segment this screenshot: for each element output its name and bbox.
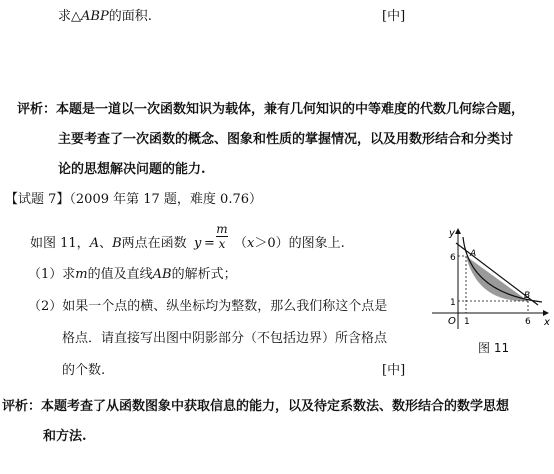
analysis-line: 本题考查了从函数图象中获取信息的能力，以及待定系数法、数形结合的数学思想: [41, 399, 510, 414]
intro-text: 两点在函数: [121, 236, 187, 251]
analysis-line: 本题是一道以一次函数知识为载体，兼有几何知识的中等难度的代数几何综合题，: [56, 102, 525, 117]
question-1: [28, 268, 237, 281]
analysis-line: 和方法.: [43, 429, 87, 444]
domain-condition: [234, 237, 345, 250]
figure-11-graph: [430, 225, 554, 331]
intro-text: 如图 11，: [30, 236, 90, 251]
analysis-label: 评析：: [17, 102, 57, 117]
fraction-m-over-x: [215, 222, 229, 251]
fraction-denominator: x: [218, 237, 226, 251]
function-y: y: [194, 236, 202, 251]
problem-header: [5, 193, 262, 206]
cond-rest: ＞0）: [254, 236, 289, 251]
question-2: [28, 300, 387, 313]
cond-var: x: [247, 236, 255, 251]
analysis-line: 论的思想解决问题的能力.: [58, 162, 206, 177]
point-a-label: A: [470, 249, 477, 259]
equals-sign: =: [204, 236, 215, 251]
origin-label: O: [448, 316, 456, 327]
analysis-paragraph-2: [2, 400, 509, 413]
x-axis-label: x: [544, 317, 550, 328]
q2-line: 的个数.: [62, 363, 106, 378]
q1-var-m: m: [75, 267, 88, 282]
previous-question-line: [58, 10, 152, 23]
figure-caption: 图 11: [478, 341, 510, 355]
question-text-suffix: 的面积.: [108, 9, 152, 24]
q2-line: 格点．请直接写出图中阴影部分（不包括边界）所含格点: [62, 331, 388, 346]
tick-label-x6: 6: [525, 317, 531, 327]
y-axis-label: y: [449, 228, 455, 239]
tick-label-y1: 1: [450, 298, 456, 308]
problem-label: 【试题 7】: [5, 192, 70, 207]
question-number: （1）: [28, 267, 63, 282]
cond-open: （: [234, 236, 248, 251]
point-a-label: A: [89, 236, 100, 251]
problem-info: （2009 年第 17 题，难度 0.76）: [69, 192, 263, 207]
fraction-numerator: m: [216, 222, 228, 236]
q1-text: 的解析式；: [171, 267, 237, 282]
point-b-label: B: [524, 291, 531, 301]
difficulty-tag: [中]: [382, 9, 406, 24]
triangle-var: ABP: [81, 9, 109, 24]
tick-label-x1: 1: [464, 317, 470, 327]
difficulty-tag: [中]: [382, 363, 406, 378]
analysis-label: 评析：: [2, 399, 42, 414]
analysis-paragraph-1: [17, 103, 524, 116]
point-b-label: B: [112, 236, 122, 251]
problem-intro: [30, 237, 187, 250]
shaded-region: [466, 256, 531, 301]
intro-text: 的图象上.: [288, 236, 345, 251]
q2-line: 如果一个点的横、纵坐标均为整数，那么我们称这个点是: [62, 299, 388, 314]
separator: 、: [99, 236, 113, 251]
question-number: （2）: [28, 299, 63, 314]
q1-var-ab: AB: [152, 267, 172, 282]
analysis-line: 主要考查了一次函数的概念、图象和性质的掌握情况，以及用数形结合和分类讨: [58, 132, 514, 147]
question-text: 求△: [58, 9, 81, 24]
tick-label-y6: 6: [450, 253, 456, 263]
q1-text: 求: [62, 267, 76, 282]
q1-text: 的值及直线: [87, 267, 153, 282]
